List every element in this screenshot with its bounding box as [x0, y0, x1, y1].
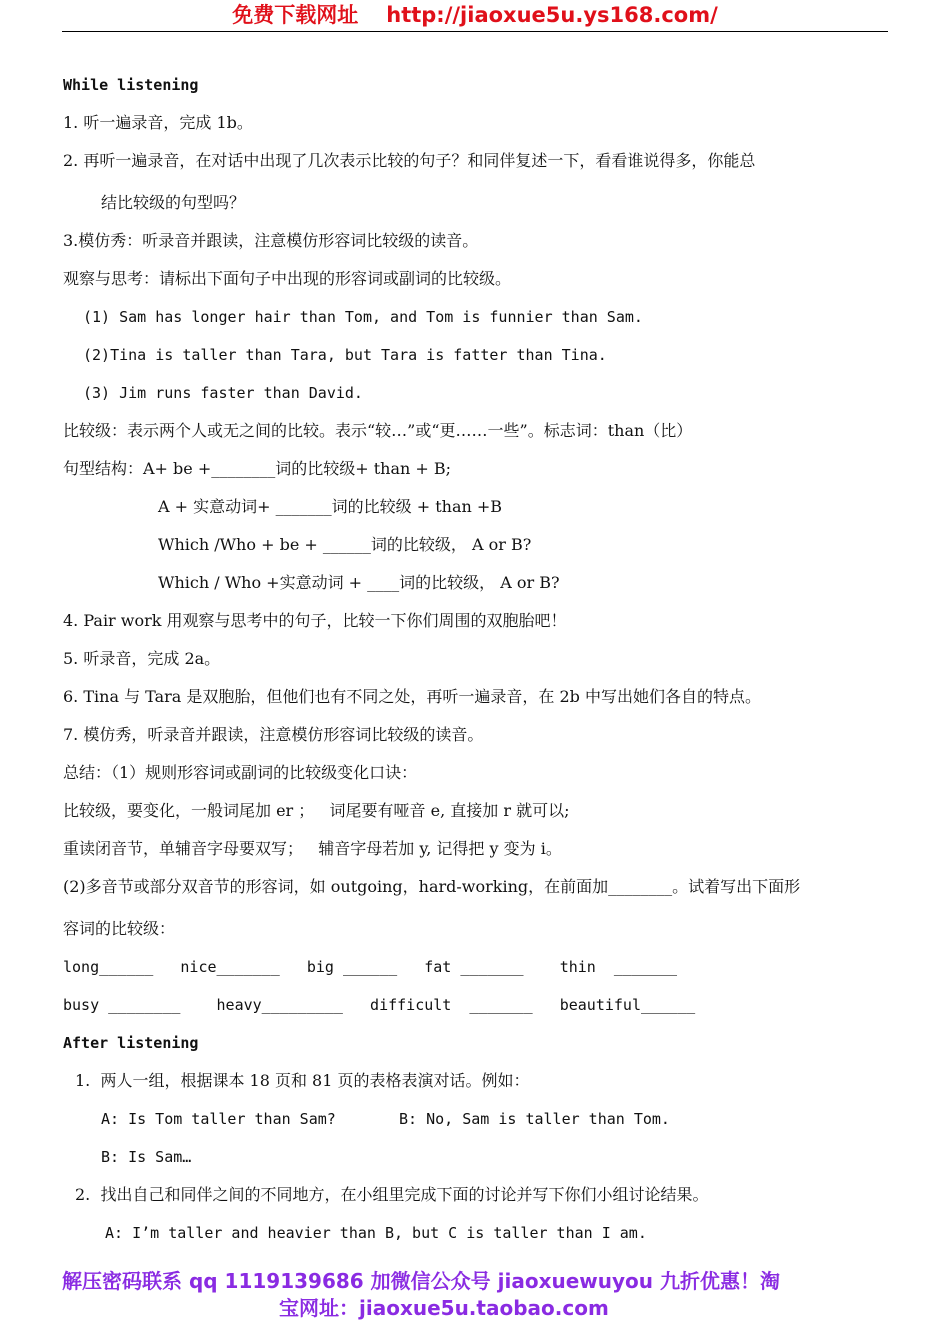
- example-sentence: (3) Jim runs faster than David.: [83, 384, 363, 402]
- text-line: 1. 两人一组，根据课本 18 页和 81 页的表格表演对话。例如：: [75, 1071, 530, 1090]
- dialogue-line: A: I’m taller and heavier than B, but C is taller than I am.: [105, 1224, 647, 1242]
- footer-line-2[interactable]: 宝网址：jiaoxue5u.taobao.com: [279, 1296, 609, 1320]
- dialogue-line: B: Is Sam…: [101, 1148, 192, 1166]
- section-heading-while-listening: While listening: [63, 76, 199, 94]
- sentence-pattern: Which / Who +实意动词 + ____词的比较级， A or B?: [158, 573, 560, 592]
- text-line: 比较级，要变化，一般词尾加 er ； 词尾要有哑音 e, 直接加 r 就可以;: [63, 801, 570, 820]
- text-line: 比较级：表示两个人或无之间的比较。表示“较…”或“更……一些”。标志词：than（比）: [63, 421, 693, 440]
- sentence-pattern: A + 实意动词+ _______词的比较级 + than +B: [158, 497, 503, 516]
- text-line: 2. 再听一遍录音，在对话中出现了几次表示比较的句子？和同伴复述一下，看看谁说得多，你能总: [63, 151, 756, 170]
- example-sentence: (2)Tina is taller than Tara, but Tara is fatter than Tina.: [83, 346, 607, 364]
- text-line: (2)多音节或部分双音节的形容词，如 outgoing，hard-working，在前面加________。试着写出下面形: [63, 877, 801, 896]
- text-line: 重读闭音节，单辅音字母要双写； 辅音字母若加 y, 记得把 y 变为 i。: [63, 839, 562, 858]
- text-line: 5. 听录音，完成 2a。: [63, 649, 221, 668]
- dialogue-line: A: Is Tom taller than Sam? B: No, Sam is taller than Tom.: [101, 1110, 670, 1128]
- text-line: 1. 听一遍录音，完成 1b。: [63, 113, 253, 132]
- text-line: 容词的比较级：: [63, 919, 176, 938]
- text-line: 总结：（1）规则形容词或副词的比较级变化口诀：: [63, 763, 418, 782]
- sentence-pattern: 句型结构：A+ be +________词的比较级+ than + B;: [63, 459, 452, 478]
- text-line: 6. Tina 与 Tara 是双胞胎，但他们也有不同之处，再听一遍录音，在 2b 中写出她们各自的特点。: [63, 687, 761, 706]
- text-line: 4. Pair work 用观察与思考中的句子，比较一下你们周围的双胞胎吧！: [63, 611, 567, 630]
- text-line: 3.模仿秀：听录音并跟读，注意模仿形容词比较级的读音。: [63, 231, 479, 250]
- page-footer: [62, 1268, 872, 1322]
- section-heading-after-listening: After listening: [63, 1034, 199, 1052]
- text-line: 7. 模仿秀，听录音并跟读，注意模仿形容词比较级的读音。: [63, 725, 484, 744]
- text-line: 观察与思考：请标出下面句子中出现的形容词或副词的比较级。: [63, 269, 512, 288]
- text-line: 2. 找出自己和同伴之间的不同地方，在小组里完成下面的讨论并写下你们小组讨论结果。: [75, 1185, 709, 1204]
- word-exercise-row: busy ________ heavy_________ difficult _______ beautiful______: [63, 996, 696, 1014]
- page-header: [62, 0, 888, 32]
- header-label: 免费下载网址: [232, 3, 359, 27]
- word-exercise-row: long______ nice_______ big ______ fat _______ thin _______: [63, 958, 678, 976]
- header-url[interactable]: http://jiaoxue5u.ys168.com/: [386, 3, 718, 27]
- example-sentence: (1) Sam has longer hair than Tom, and Tom is funnier than Sam.: [83, 308, 643, 326]
- footer-line-1: 解压密码联系 qq 1119139686 加微信公众号 jiaoxuewuyou 九折优惠！淘: [62, 1269, 780, 1293]
- text-line: 结比较级的句型吗？: [101, 193, 246, 212]
- sentence-pattern: Which /Who + be + ______词的比较级， A or B?: [158, 535, 532, 554]
